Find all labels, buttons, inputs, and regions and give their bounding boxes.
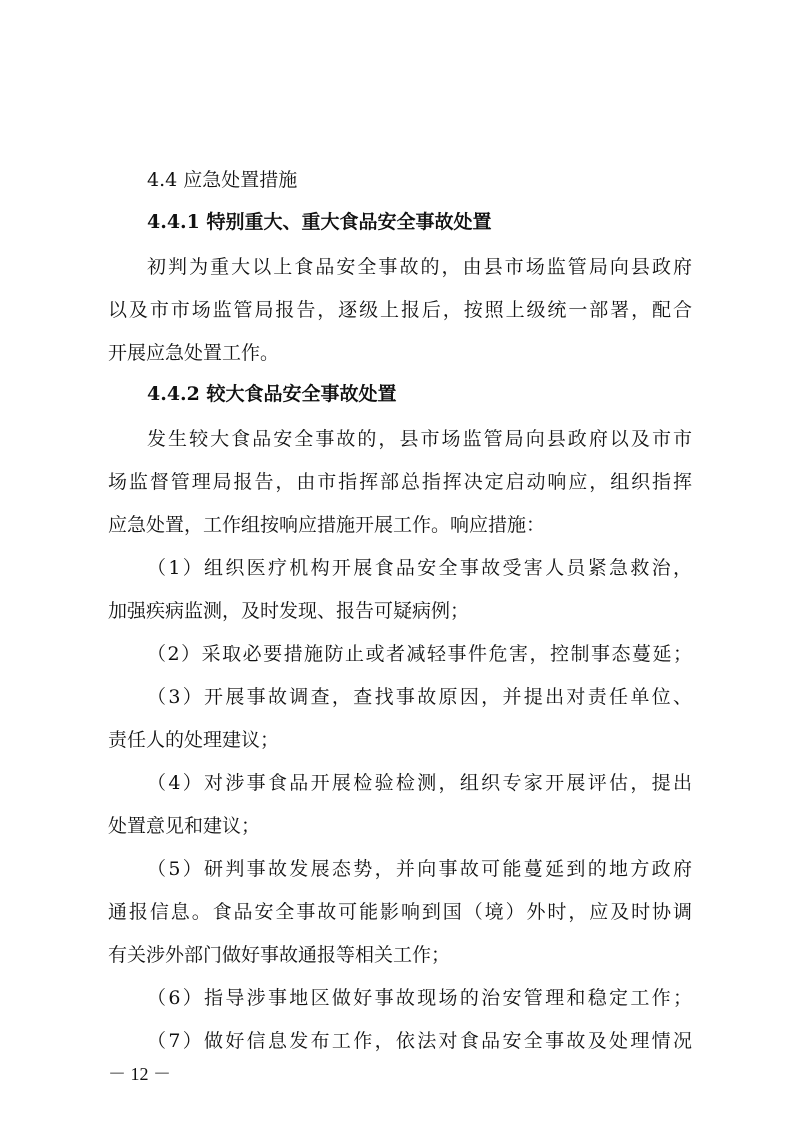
paragraph-line: 开展应急处置工作。 [108, 342, 280, 364]
paragraph-line: 应急处置，工作组按响应措施开展工作。响应措施： [108, 514, 546, 536]
paragraph-line: 以及市市场监管局报告，逐级上报后，按照上级统一部署，配合 [108, 299, 692, 321]
section-4-4-heading: 4.4 应急处置措施 [147, 169, 298, 191]
section-4-4-1-heading: 4.4.1 特别重大、重大食品安全事故处置 [147, 211, 492, 233]
paragraph-line: 场监督管理局报告，由市指挥部总指挥决定启动响应，组织指挥 [108, 471, 692, 493]
measure-7-line: （7）做好信息发布工作，依法对食品安全事故及处理情况 [147, 1030, 692, 1052]
section-4-4-2-heading: 4.4.2 较大食品安全事故处置 [147, 383, 397, 405]
measure-1-line: 加强疾病监测，及时发现、报告可疑病例； [108, 600, 470, 622]
measure-3-line: （3）开展事故调查，查找事故原因，并提出对责任单位、 [147, 686, 692, 708]
paragraph-line: 发生较大食品安全事故的，县市场监管局向县政府以及市市 [147, 428, 692, 450]
measure-5-line: 有关涉外部门做好事故通报等相关工作； [108, 944, 451, 966]
measure-5-line: 通报信息。食品安全事故可能影响到国（境）外时，应及时协调 [108, 901, 692, 923]
paragraph-line: 初判为重大以上食品安全事故的，由县市场监管局向县政府 [147, 256, 692, 278]
measure-2-line: （2）采取必要措施防止或者减轻事件危害，控制事态蔓延； [147, 643, 692, 665]
measure-3-line: 责任人的处理建议； [108, 729, 280, 751]
measure-5-line: （5）研判事故发展态势，并向事故可能蔓延到的地方政府 [147, 858, 692, 880]
measure-4-line: 处置意见和建议； [108, 815, 261, 837]
measure-6-line: （6）指导涉事地区做好事故现场的治安管理和稳定工作； [147, 987, 692, 1009]
page-number: － 12 － [108, 1064, 171, 1084]
measure-4-line: （4）对涉事食品开展检验检测，组织专家开展评估，提出 [147, 772, 692, 794]
measure-1-line: （1）组织医疗机构开展食品安全事故受害人员紧急救治， [147, 557, 692, 579]
